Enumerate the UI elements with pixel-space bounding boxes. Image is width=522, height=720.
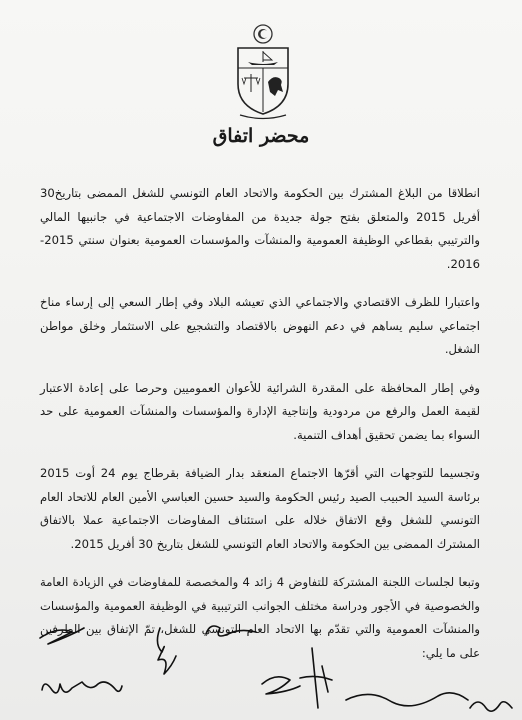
paragraph-2: واعتبارا للظرف الاقتصادي والاجتماعي الذي تعيشه البلاد وفي إطار السعي إلى إرساء مناخ اجتماعي سليم يساهم في دعم النهوض بالاقتصاد والتشجيع على الاستثمار وخلق مواطن الشغل. (40, 295, 480, 356)
signature-2 (157, 628, 176, 674)
signature-7 (346, 693, 468, 706)
paragraph-4: وتجسيما للتوجهات التي أقرّها الاجتماع المنعقد بدار الضيافة بقرطاج يوم 24 أوت 2015 برئاسة السيد الحبيب الصيد رئيس الحكومة والسيد حسين العباسي الأمين العام للاتحاد العام التونسي للشغل وقع الاتفاق خلاله على استئناف المفاوضات الاجتماعية عملا بالاتفاق المشترك الممضى بين الحكومة والاتحاد العام التونسي للشغل بتاريخ 30 أفريل 2015. (40, 466, 480, 551)
signature-6 (300, 648, 332, 708)
document-title: محضر اتفاق (212, 125, 310, 147)
paragraph-3: وفي إطار المحافظة على المقدرة الشرائية للأعوان العموميين وحرصا على إعادة الاعتبار لقيمة العمل والرفع من مردودية وإنتاجية الإدارة والمؤسسات والمنشآت العمومية على حد السواء بما يضمن تحقيق أهداف التنمية. (40, 380, 480, 442)
title-container (0, 125, 522, 147)
paragraph-5: وتبعا لجلسات اللجنة المشتركة للتفاوض 4 زائد 4 والمخصصة للمفاوضات في الزيادة العامة والخصوصية في الأجور ودراسة مختلف الجوانب الترتيبية في الوظيفة العمومية والمؤسسات والمنشآت العمومية والتي تقدّم بها الاتحاد العام التونسي للشغل، تمّ الإتفاق بين الطرفين على ما يلي: (40, 575, 480, 660)
coat-of-arms-emblem (226, 22, 300, 122)
signatures-area (0, 608, 522, 720)
paragraph-1: انطلاقا من البلاغ المشترك بين الحكومة والاتحاد العام التونسي للشغل الممضى بتاريخ30 أفريل 2015 والمتعلق بفتح جولة جديدة من المفاوضات الاجتماعية في جانبيها المالي والترتيبي بقطاعي الوظيفة العمومية والمنشآت والمؤسسات العمومية بعنوان سنتي 2015-2016. (40, 186, 480, 271)
signature-8 (470, 702, 512, 711)
signature-5 (262, 677, 300, 694)
document-body (40, 182, 480, 680)
signature-1 (40, 628, 84, 644)
signature-3 (206, 626, 256, 636)
signature-4 (42, 682, 122, 693)
